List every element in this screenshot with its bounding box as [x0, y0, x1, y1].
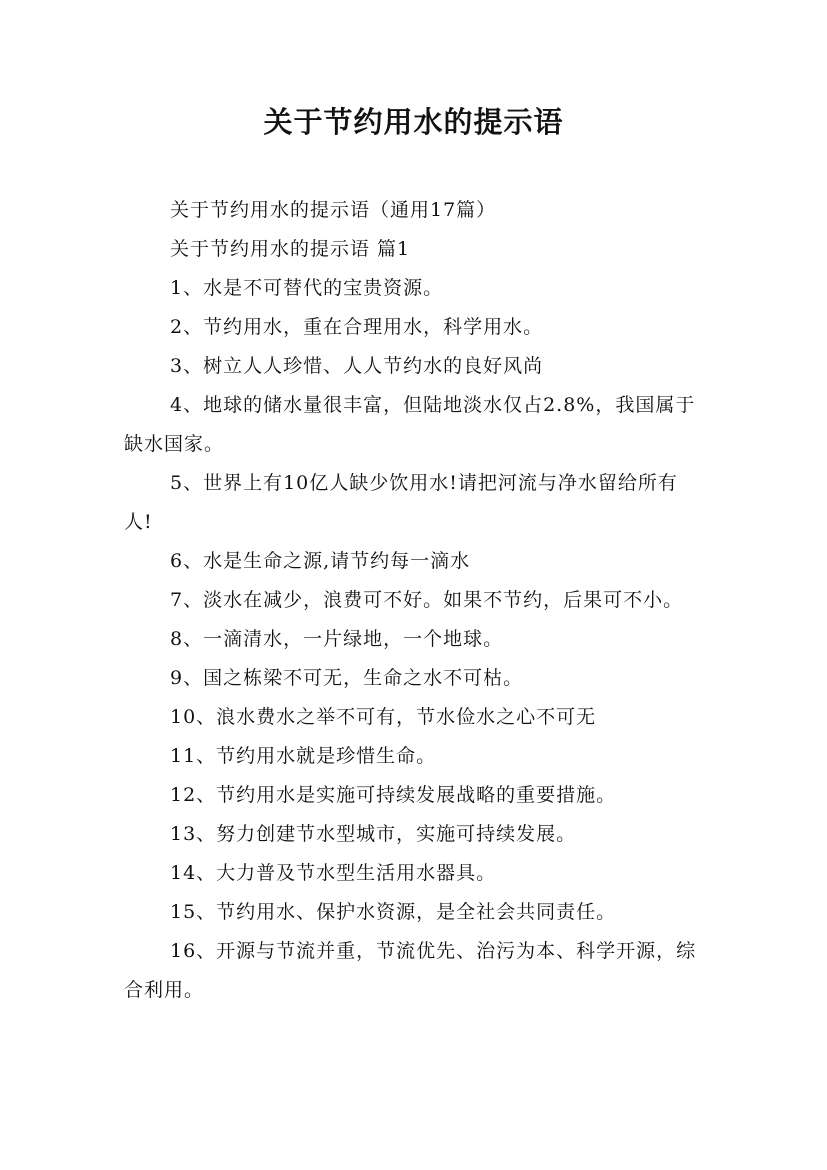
document-body: [124, 191, 706, 1010]
paragraph: 12、节约用水是实施可持续发展战略的重要措施。: [170, 784, 617, 806]
paragraph: 6、水是生命之源,请节约每一滴水: [170, 550, 471, 572]
paragraph: 11、节约用水就是珍惜生命。: [170, 745, 437, 767]
paragraph: 8、一滴清水，一片绿地，一个地球。: [170, 628, 504, 650]
paragraph: 13、努力创建节水型城市，实施可持续发展。: [170, 823, 577, 845]
paragraph: 15、节约用水、保护水资源，是全社会共同责任。: [170, 901, 617, 923]
paragraph: 9、国之栋梁不可无，生命之水不可枯。: [170, 667, 524, 689]
paragraph: 7、淡水在减少，浪费可不好。如果不节约，后果可不小。: [170, 589, 684, 611]
paragraph: 2、节约用水，重在合理用水，科学用水。: [170, 316, 544, 338]
paragraph: 14、大力普及节水型生活用水器具。: [170, 862, 497, 884]
paragraph: 10、浪水费水之举不可有，节水俭水之心不可无: [170, 706, 597, 728]
paragraph: 关于节约用水的提示语 篇1: [170, 238, 411, 260]
paragraph: 3、树立人人珍惜、人人节约水的良好风尚: [170, 355, 544, 377]
paragraph: 16、开源与节流并重，节流优先、治污为本、科学开源，综合利用。: [124, 940, 697, 1001]
paragraph: 4、地球的储水量很丰富，但陆地淡水仅占2.8%，我国属于缺水国家。: [124, 394, 696, 455]
paragraph: 5、世界上有10亿人缺少饮用水!请把河流与净水留给所有人!: [124, 472, 678, 533]
paragraph: 关于节约用水的提示语（通用17篇）: [170, 199, 497, 221]
document-title: 关于节约用水的提示语: [263, 105, 564, 139]
paragraph: 1、水是不可替代的宝贵资源。: [170, 277, 444, 299]
